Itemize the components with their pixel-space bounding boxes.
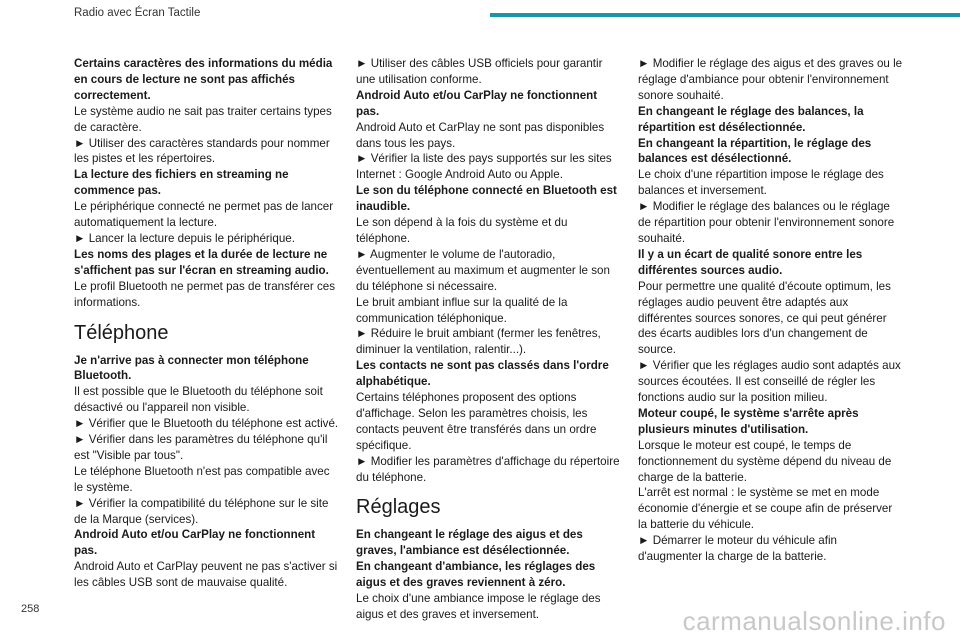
- question-heading: La lecture des fichiers en streaming ne commence pas.: [74, 168, 289, 198]
- question-heading: Les contacts ne sont pas classés dans l'ordre alphabétique.: [356, 359, 609, 389]
- body-paragraph: ► Vérifier que les réglages audio sont adaptés aux sources écoutées. Il est conseillé de régler les fonctions audio sur la position milieu.: [638, 359, 901, 405]
- watermark: carmanualsonline.info: [682, 606, 946, 636]
- question-heading: Le son du téléphone connecté en Bluetooth est inaudible.: [356, 184, 617, 214]
- body-paragraph: ► Utiliser des câbles USB officiels pour garantir une utilisation conforme.: [356, 57, 603, 86]
- body-paragraph: Le bruit ambiant influe sur la qualité de la communication téléphonique.: [356, 295, 568, 325]
- body-paragraph: ► Vérifier dans les paramètres du téléphone qu'il est "Visible par tous".: [74, 433, 328, 462]
- question-heading: En changeant d'ambiance, les réglages des aigus et des graves reviennent à zéro.: [356, 560, 596, 590]
- body-paragraph: Certains téléphones proposent des options d'affichage. Selon les paramètres choisis, les contacts peuvent être transférés dans un ordre spécifique.: [356, 391, 597, 452]
- body-paragraph: Le périphérique connecté ne permet pas de lancer automatiquement la lecture.: [74, 200, 334, 230]
- body-paragraph: ► Utiliser des caractères standards pour nommer les pistes et les répertoires.: [74, 136, 330, 166]
- body-paragraph: ► Démarrer le moteur du véhicule afin d'augmenter la charge de la batterie.: [638, 534, 837, 564]
- body-paragraph: Lorsque le moteur est coupé, le temps de fonctionnement du système dépend du niveau de charge de la batterie.: [638, 438, 892, 484]
- running-header-title: Radio avec Écran Tactile: [74, 7, 201, 19]
- question-heading: Certains caractères des informations du média en cours de lecture ne sont pas affichés correctement.: [74, 57, 333, 102]
- question-heading: Il y a un écart de qualité sonore entre les différentes sources audio.: [638, 247, 863, 277]
- question-heading: Moteur coupé, le système s'arrête après plusieurs minutes d'utilisation.: [638, 406, 859, 436]
- section-heading: Réglages: [356, 496, 441, 519]
- body-paragraph: Pour permettre une qualité d'écoute optimum, les réglages audio peuvent être adaptés aux différentes sources sonores, ce qui peut générer des écarts audibles lors d'un changement de source.: [638, 279, 891, 357]
- body-paragraph: ► Vérifier que le Bluetooth du téléphone est activé.: [74, 417, 339, 431]
- body-paragraph: Le système audio ne sait pas traiter certains types de caractère.: [74, 104, 332, 134]
- body-paragraph: Le choix d'une répartition impose le réglage des balances et inversement.: [638, 168, 884, 198]
- body-paragraph: Android Auto et CarPlay peuvent ne pas s'activer si les câbles USB sont de mauvaise qualité.: [74, 560, 338, 590]
- text-column-1: [74, 56, 339, 591]
- body-paragraph: Il est possible que le Bluetooth du téléphone soit désactivé ou l'appareil non visible.: [74, 385, 323, 415]
- page-number: 258: [21, 603, 40, 615]
- body-paragraph: L'arrêt est normal : le système se met en mode économie d'énergie et se coupe afin de préserver la batterie du véhicule.: [638, 486, 893, 532]
- question-heading: En changeant le réglage des balances, la répartition est désélectionnée.: [638, 104, 864, 134]
- body-paragraph: ► Vérifier la liste des pays supportés sur les sites Internet : Google Android Auto ou Apple.: [356, 152, 612, 182]
- body-paragraph: Le profil Bluetooth ne permet pas de transférer ces informations.: [74, 279, 336, 309]
- body-paragraph: ► Vérifier la compatibilité du téléphone sur le site de la Marque (services).: [74, 496, 329, 526]
- text-column-3: [638, 56, 903, 565]
- text-column-2: [356, 56, 621, 623]
- body-paragraph: Le choix d'une ambiance impose le réglage des aigus et des graves et inversement.: [356, 592, 601, 621]
- question-heading: Android Auto et/ou CarPlay ne fonctionnent pas.: [356, 88, 598, 118]
- question-heading: Android Auto et/ou CarPlay ne fonctionnent pas.: [74, 528, 316, 558]
- question-heading: Je n'arrive pas à connecter mon téléphone Bluetooth.: [74, 353, 309, 383]
- body-paragraph: ► Réduire le bruit ambiant (fermer les fenêtres, diminuer la ventilation, ralentir...).: [356, 327, 601, 357]
- body-paragraph: ► Lancer la lecture depuis le périphérique.: [74, 231, 295, 245]
- body-paragraph: Le son dépend à la fois du système et du téléphone.: [356, 216, 568, 245]
- body-paragraph: ► Modifier le réglage des balances ou le réglage de répartition pour obtenir l'environnement sonore souhaité.: [638, 200, 895, 245]
- body-paragraph: Android Auto et CarPlay ne sont pas disponibles dans tous les pays.: [356, 120, 605, 150]
- question-heading: Les noms des plages et la durée de lecture ne s'affichent pas sur l'écran en streaming audio.: [74, 247, 329, 277]
- body-paragraph: ► Modifier les paramètres d'affichage du répertoire du téléphone.: [356, 454, 620, 484]
- question-heading: En changeant le réglage des aigus et des graves, l'ambiance est désélectionnée.: [356, 528, 583, 558]
- section-heading: Téléphone: [74, 321, 169, 344]
- question-heading: En changeant la répartition, le réglage des balances est désélectionné.: [638, 136, 872, 166]
- body-paragraph: ► Modifier le réglage des aigus et des graves ou le réglage d'ambiance pour obtenir l'environnement sonore souhaité.: [638, 57, 903, 102]
- body-paragraph: Le téléphone Bluetooth n'est pas compatible avec le système.: [74, 464, 330, 494]
- body-paragraph: ► Augmenter le volume de l'autoradio, éventuellement au maximum et augmenter le son du téléphone si nécessaire.: [356, 247, 610, 293]
- header-accent-bar: [490, 13, 960, 17]
